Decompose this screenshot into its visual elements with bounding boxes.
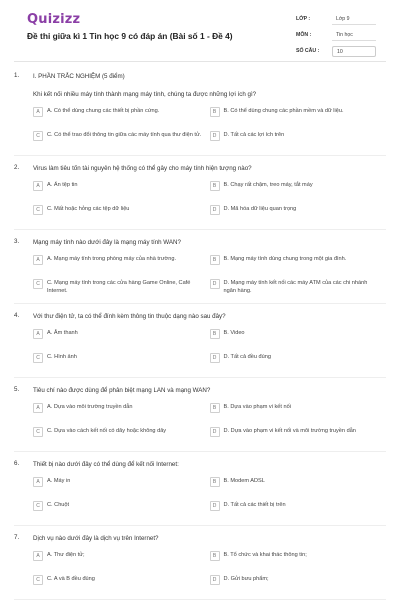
question-divider <box>14 525 386 526</box>
answer-letter-box[interactable]: D <box>210 131 220 141</box>
meta-value-count: 10 <box>332 46 376 57</box>
answer-text: A. Mạng máy tính trong phòng máy của nhà trường. <box>47 256 176 262</box>
answer-option[interactable] <box>210 353 387 371</box>
answer-option[interactable] <box>33 181 210 199</box>
answer-text: C. A và B đều đúng <box>47 576 95 582</box>
answer-text: C. Dựa vào cách kết nối có dây hoặc không dây <box>47 428 167 434</box>
answer-text: C. Hình ảnh <box>47 354 77 360</box>
question-number: 2. <box>14 164 20 171</box>
question-3 <box>14 238 386 304</box>
answer-letter-box[interactable]: B <box>210 477 220 487</box>
answer-letter-box[interactable]: D <box>210 353 220 363</box>
answer-text: B. Modem ADSL <box>223 478 265 484</box>
answer-option[interactable] <box>33 403 210 421</box>
meta-row-subject <box>296 28 376 42</box>
question-list <box>14 72 386 608</box>
question-5 <box>14 386 386 452</box>
question-2 <box>14 164 386 230</box>
answer-text: D. Dựa vào phạm vi kết nối và môi trường truyền dẫn <box>223 428 356 434</box>
question-divider <box>14 303 386 304</box>
answer-text: C. Mạng máy tính trong các cửa hàng Game Online, Café Internet. <box>47 280 191 294</box>
answer-text: D. Tất cả đều đúng <box>223 354 271 360</box>
answer-text: B. Dựa vào phạm vi kết nối <box>223 404 291 410</box>
answer-option[interactable] <box>210 427 387 445</box>
answer-option[interactable] <box>210 107 387 125</box>
question-6 <box>14 460 386 526</box>
question-number: 7. <box>14 534 20 541</box>
answer-text: A. Có thể dùng chung các thiết bị phần cứng. <box>47 108 160 114</box>
answer-option[interactable] <box>210 205 387 223</box>
answer-letter-box[interactable]: A <box>33 551 43 561</box>
answer-letter-box[interactable]: C <box>33 501 43 511</box>
answer-letter-box[interactable]: D <box>210 427 220 437</box>
answer-option[interactable] <box>33 131 210 149</box>
answer-letter-box[interactable]: B <box>210 107 220 117</box>
meta-label-subject: MÔN : <box>296 32 312 38</box>
question-text: I. PHẦN TRẮC NGHIỆM (5 điểm) <box>33 73 125 80</box>
answer-option[interactable] <box>210 279 387 297</box>
answer-options <box>33 255 386 303</box>
worksheet-title: Đề thi giữa kì 1 Tin học 9 có đáp án (Bài số 1 - Đề 4) <box>27 31 233 41</box>
answer-text: B. Tổ chức và khai thác thông tin; <box>223 552 307 558</box>
question-number: 1. <box>14 72 20 79</box>
question-text: Mạng máy tính nào dưới đây là mạng máy tính WAN? <box>33 239 181 246</box>
answer-letter-box[interactable]: B <box>210 329 220 339</box>
question-text: Virus làm tiêu tốn tài nguyên hệ thống có thể gây cho máy tính hiện tượng nào? <box>33 165 252 172</box>
answer-letter-box[interactable]: C <box>33 205 43 215</box>
answer-options <box>33 403 386 451</box>
question-number: 5. <box>14 386 20 393</box>
answer-option[interactable] <box>210 551 387 569</box>
question-number: 3. <box>14 238 20 245</box>
answer-text: D. Tất cả các lợi ích trên <box>223 132 285 138</box>
question-1 <box>14 72 386 156</box>
answer-option[interactable] <box>210 329 387 347</box>
meta-value-subject: Tin học <box>332 30 376 41</box>
answer-option[interactable] <box>33 329 210 347</box>
question-divider <box>14 451 386 452</box>
answer-letter-box[interactable]: A <box>33 107 43 117</box>
answer-text: D. Gửi bưu phẩm; <box>223 576 269 582</box>
answer-option[interactable] <box>210 181 387 199</box>
question-7 <box>14 534 386 600</box>
answer-letter-box[interactable]: C <box>33 279 43 289</box>
question-text: Tiêu chí nào được dùng để phân biệt mạng LAN và mạng WAN? <box>33 387 211 394</box>
question-text: Dịch vụ nào dưới đây là dịch vụ trên Internet? <box>33 535 159 542</box>
answer-text: D. Tất cả các thiết bị trên <box>223 502 286 508</box>
answer-text: B. Chạy rất chậm, treo máy, tắt máy <box>223 182 313 188</box>
answer-option[interactable] <box>33 477 210 495</box>
question-divider <box>14 155 386 156</box>
answer-text: C. Có thể trao đổi thông tin giữa các máy tính qua thư điện tử. <box>47 132 202 138</box>
answer-options <box>33 477 386 525</box>
answer-option[interactable] <box>33 427 210 445</box>
answer-options <box>33 551 386 599</box>
answer-letter-box[interactable]: A <box>33 403 43 413</box>
answer-text: D. Mạng máy tính kết nối các máy ATM của các chi nhánh ngân hàng. <box>223 280 368 294</box>
answer-text: B. Mạng máy tính dùng chung trong một gia đình. <box>223 256 347 262</box>
quizizz-logo[interactable]: Quizizz <box>27 12 81 27</box>
answer-letter-box[interactable]: A <box>33 477 43 487</box>
question-text: Với thư điện tử, ta có thể đính kèm thông tin thuộc dạng nào sau đây? <box>33 313 226 320</box>
question-text: Thiết bị nào dưới đây có thể dùng để kết nối Internet: <box>33 461 179 468</box>
answer-option[interactable] <box>210 501 387 519</box>
question-number: 4. <box>14 312 20 319</box>
answer-options <box>33 107 386 155</box>
answer-options <box>33 181 386 229</box>
answer-letter-box[interactable]: C <box>33 427 43 437</box>
answer-options <box>33 329 386 377</box>
answer-option[interactable] <box>33 353 210 371</box>
answer-option[interactable] <box>33 575 210 593</box>
answer-option[interactable] <box>210 575 387 593</box>
answer-option[interactable] <box>33 255 210 273</box>
answer-text: A. Thư điện tử; <box>47 552 85 558</box>
answer-letter-box[interactable]: A <box>33 329 43 339</box>
answer-letter-box[interactable]: C <box>33 353 43 363</box>
answer-letter-box[interactable]: B <box>210 255 220 265</box>
answer-text: A. Âm thanh <box>47 330 78 336</box>
answer-option[interactable] <box>33 551 210 569</box>
meta-label-class: LỚP : <box>296 16 311 22</box>
answer-letter-box[interactable]: D <box>210 279 220 289</box>
answer-letter-box[interactable]: B <box>210 403 220 413</box>
answer-text: B. Video <box>223 330 245 336</box>
answer-text: D. Mã hóa dữ liệu quan trọng <box>223 206 297 212</box>
meta-row-count <box>296 44 376 58</box>
answer-letter-box[interactable]: D <box>210 205 220 215</box>
answer-letter-box[interactable]: A <box>33 255 43 265</box>
question-subtext: Khi kết nối nhiều máy tính thành mạng máy tính, chúng ta được những lợi ích gì? <box>33 91 257 98</box>
answer-option[interactable] <box>33 279 210 297</box>
answer-text: A. Dựa vào môi trường truyền dẫn <box>47 404 133 410</box>
answer-letter-box[interactable]: B <box>210 181 220 191</box>
question-divider <box>14 377 386 378</box>
meta-row-class <box>296 12 376 26</box>
question-4 <box>14 312 386 378</box>
answer-text: C. Mất hoặc hỏng các tệp dữ liệu <box>47 206 130 212</box>
answer-option[interactable] <box>210 131 387 149</box>
question-divider <box>14 229 386 230</box>
answer-letter-box[interactable]: D <box>210 501 220 511</box>
answer-option[interactable] <box>210 255 387 273</box>
meta-value-class: Lớp 9 <box>332 14 376 25</box>
worksheet-meta <box>296 12 376 60</box>
answer-option[interactable] <box>33 107 210 125</box>
answer-text: B. Có thể dùng chung các phần mềm và dữ liệu. <box>223 108 344 114</box>
answer-text: A. Ẩn tệp tin <box>47 182 78 188</box>
answer-option[interactable] <box>210 403 387 421</box>
meta-label-count: SỐ CÂU : <box>296 48 320 54</box>
worksheet-header <box>14 0 386 62</box>
answer-letter-box[interactable]: A <box>33 181 43 191</box>
answer-letter-box[interactable]: C <box>33 131 43 141</box>
answer-text: A. Máy in <box>47 478 71 484</box>
question-number: 6. <box>14 460 20 467</box>
answer-letter-box[interactable]: B <box>210 551 220 561</box>
answer-option[interactable] <box>33 205 210 223</box>
answer-letter-box[interactable]: C <box>33 575 43 585</box>
answer-text: C. Chuột <box>47 502 70 508</box>
answer-option[interactable] <box>33 501 210 519</box>
answer-option[interactable] <box>210 477 387 495</box>
answer-letter-box[interactable]: D <box>210 575 220 585</box>
